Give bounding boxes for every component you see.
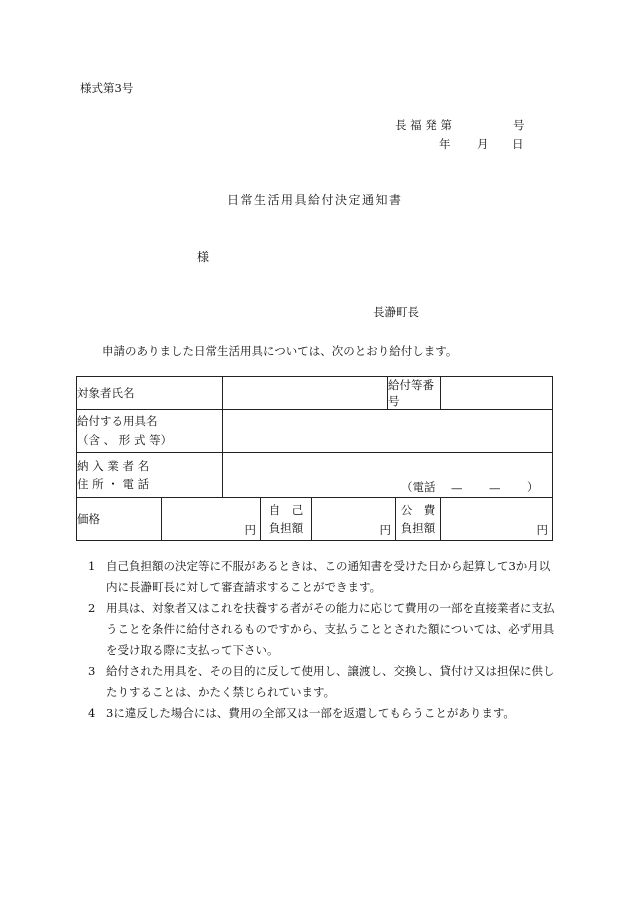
note-item bbox=[88, 556, 558, 598]
public-burden-label-line2: 負担額 bbox=[400, 521, 436, 535]
notes-list bbox=[88, 556, 558, 724]
phone-label: （電話 bbox=[401, 480, 436, 494]
self-burden-yen: 円 bbox=[379, 523, 392, 537]
self-burden-label-line1: 自 己 bbox=[268, 503, 304, 517]
vendor-label-line2: 住 所 ・ 電 話 bbox=[77, 477, 150, 491]
equipment-label-line2: （含 、 形 式 等） bbox=[77, 433, 173, 447]
vendor-label-cell bbox=[77, 453, 223, 498]
note-text: 3に違反した場合には、費用の全部又は一部を返還してもらうことがあります。 bbox=[106, 706, 515, 720]
note-number: 3 bbox=[88, 664, 96, 678]
date-month: 月 bbox=[477, 137, 489, 151]
note-item bbox=[88, 598, 558, 661]
equipment-label-cell bbox=[77, 410, 223, 453]
note-number: 1 bbox=[88, 559, 96, 573]
price-label: 価格 bbox=[77, 512, 100, 526]
note-item bbox=[88, 703, 558, 724]
phone-dash-1: — bbox=[451, 481, 463, 495]
self-burden-value-cell bbox=[312, 498, 396, 541]
subject-name-value bbox=[223, 377, 388, 410]
note-text: 用具は、対象者又はこれを扶養する者がその能力に応じて費用の一部を直接業者に支払うことを条件に給付されるものですから、支払うこととされた額については、必ず用具を受け取る際に支払って下さい。 bbox=[106, 601, 555, 657]
document-number-prefix: 長 福 発 第 bbox=[395, 118, 452, 132]
subject-name-label-cell bbox=[77, 377, 223, 410]
date-year: 年 bbox=[439, 137, 451, 151]
note-text: 給付された用具を、その目的に反して使用し、譲渡し、交換し、貸付け又は担保に供したりすることは、かたく禁じられています。 bbox=[106, 664, 555, 699]
public-burden-value-cell bbox=[441, 498, 553, 541]
benefit-number-label: 給付等番号 bbox=[388, 378, 435, 408]
subject-name-label: 対象者氏名 bbox=[77, 386, 135, 400]
benefit-number-value bbox=[441, 377, 553, 410]
price-value-cell bbox=[162, 498, 261, 541]
price-label-cell bbox=[77, 498, 162, 541]
note-item bbox=[88, 661, 558, 703]
note-number: 2 bbox=[88, 601, 96, 615]
public-burden-label-cell bbox=[396, 498, 441, 541]
vendor-value-cell bbox=[223, 453, 553, 498]
date-day: 日 bbox=[512, 137, 524, 151]
addressee-honorific: 様 bbox=[197, 250, 210, 264]
equipment-label-line1: 給付する用具名 bbox=[77, 414, 158, 428]
benefit-number-label-cell bbox=[388, 377, 441, 410]
intro-text: 申請のありました日常生活用具については、次のとおり給付します。 bbox=[102, 344, 458, 358]
phone-close: ） bbox=[527, 480, 539, 494]
price-yen: 円 bbox=[244, 523, 256, 537]
public-burden-yen: 円 bbox=[536, 523, 549, 537]
public-burden-label-line1: 公 費 bbox=[400, 503, 436, 517]
self-burden-label-line2: 負担額 bbox=[268, 521, 304, 535]
issuer-name: 長瀞町長 bbox=[373, 305, 419, 319]
document-number-suffix: 号 bbox=[513, 118, 525, 132]
equipment-value bbox=[223, 410, 553, 453]
vendor-label-line1: 納 入 業 者 名 bbox=[77, 459, 150, 473]
benefit-decision-table bbox=[76, 376, 553, 541]
form-number: 様式第3号 bbox=[80, 81, 134, 95]
note-text: 自己負担額の決定等に不服があるときは、この通知書を受けた日から起算して3か月以内に長瀞町長に対して審査請求することができます。 bbox=[106, 559, 551, 594]
self-burden-label-cell bbox=[261, 498, 312, 541]
note-number: 4 bbox=[88, 706, 96, 720]
phone-dash-2: — bbox=[489, 481, 501, 495]
document-title: 日常生活用具給付決定通知書 bbox=[227, 193, 403, 207]
